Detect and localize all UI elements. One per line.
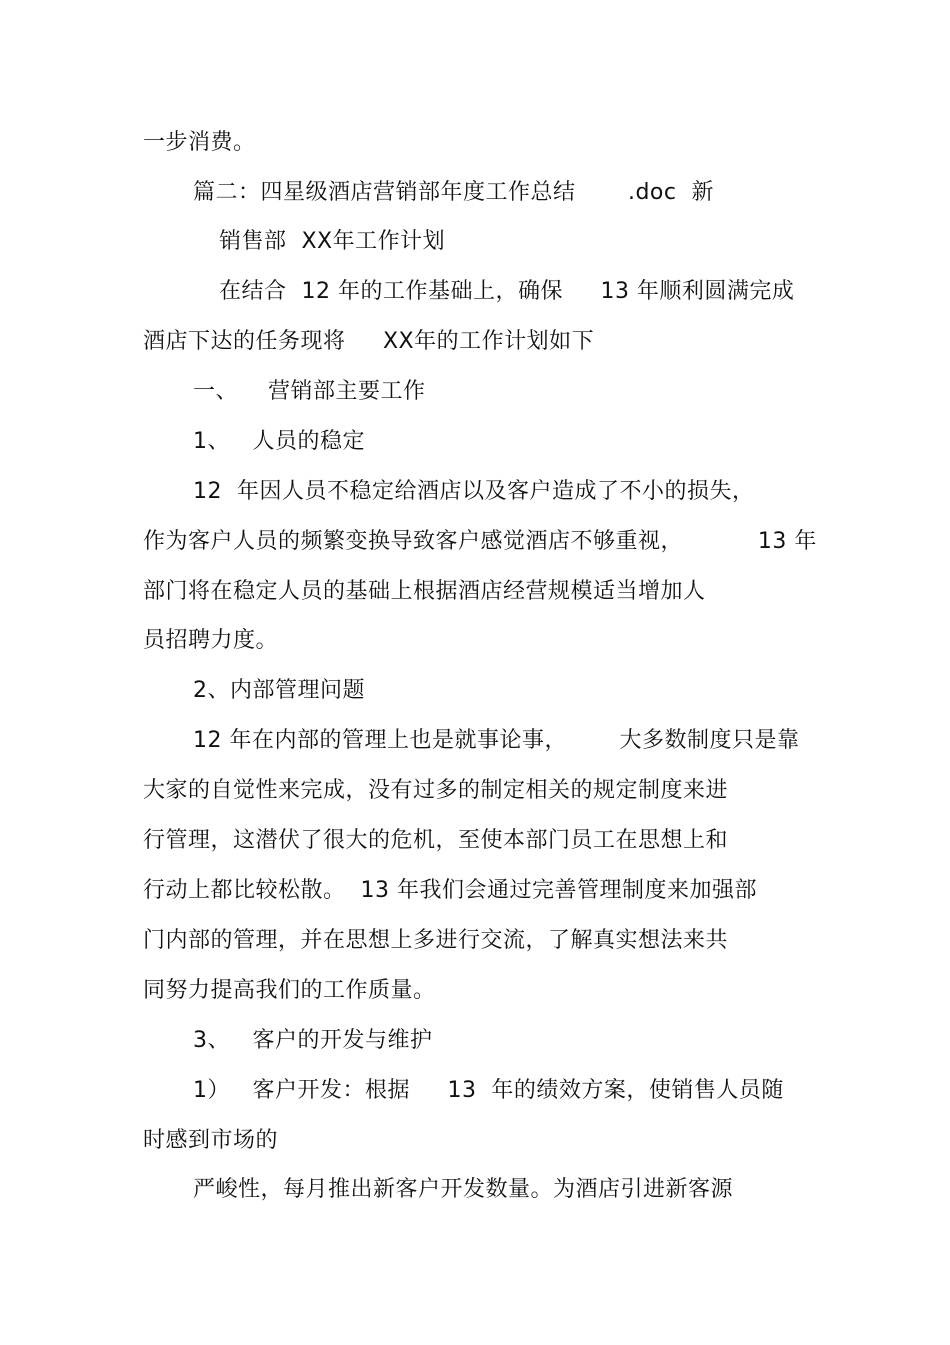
text-line-9: 作为客户人员的频繁变换导致客户感觉酒店不够重视， 13 年 (143, 529, 817, 554)
text-line-11: 员招聘力度。 (143, 628, 279, 653)
subsection-heading-1: 1、 人员的稳定 (193, 429, 365, 454)
text-line-17: 门内部的管理，并在思想上多进行交流，了解真实想法来共 (143, 928, 729, 953)
section-heading-1: 一、 营销部主要工作 (193, 379, 426, 404)
text-line-14: 大家的自觉性来完成，没有过多的制定相关的规定制度来进 (143, 778, 729, 803)
text-line-5: 酒店下达的任务现将 XX年的工作计划如下 (143, 329, 595, 354)
text-line-20: 1） 客户开发：根据 13 年的绩效方案，使销售人员随 (193, 1078, 784, 1103)
text-line-16: 行动上都比较松散。 13 年我们会通过完善管理制度来加强部 (143, 878, 757, 903)
text-line-22: 严峻性，每月推出新客户开发数量。为酒店引进新客源 (193, 1177, 734, 1202)
text-line-3: 销售部 XX年工作计划 (219, 229, 446, 254)
text-line-18: 同努力提高我们的工作质量。 (143, 978, 436, 1003)
subsection-heading-3: 3、 客户的开发与维护 (193, 1028, 433, 1053)
text-line-10: 部门将在稳定人员的基础上根据酒店经营规模适当增加人 (143, 579, 706, 604)
text-line-13: 12 年在内部的管理上也是就事论事， 大多数制度只是靠 (193, 728, 800, 753)
text-line-4: 在结合 12 年的工作基础上，确保 13 年顺利圆满完成 (219, 279, 795, 304)
subsection-heading-2: 2、内部管理问题 (193, 678, 365, 703)
text-line-2: 篇二：四星级酒店营销部年度工作总结 .doc 新 (193, 180, 714, 205)
text-line-1: 一步消费。 (143, 130, 256, 155)
text-line-15: 行管理，这潜伏了很大的危机，至使本部门员工在思想上和 (143, 828, 729, 853)
text-line-21: 时感到市场的 (143, 1128, 279, 1153)
text-line-8: 12 年因人员不稳定给酒店以及客户造成了不小的损失， (193, 479, 755, 504)
